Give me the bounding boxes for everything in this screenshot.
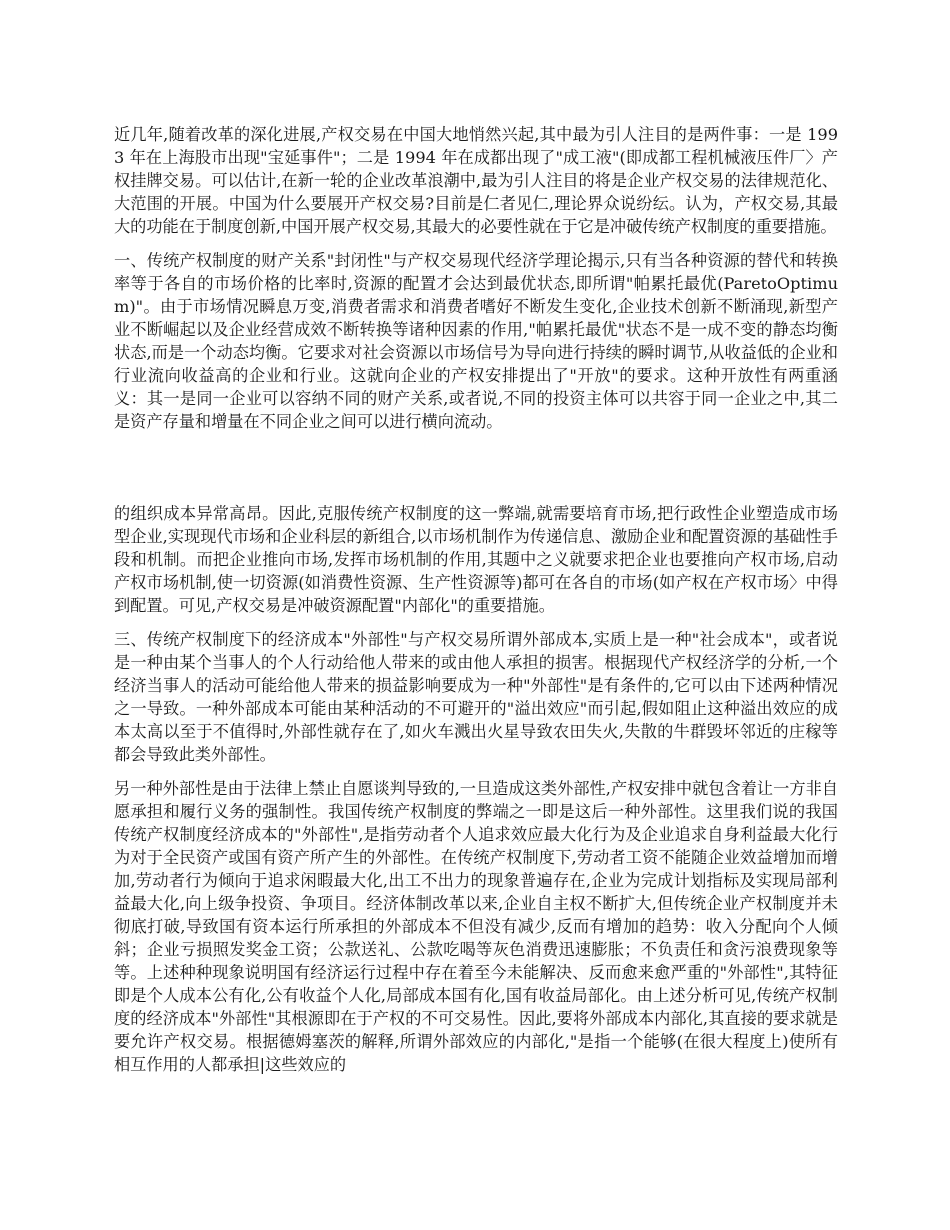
paragraph-intro: 近几年,随着改革的深化进展,产权交易在中国大地悄然兴起,其中最为引人注目的是两件事：一是 1993 年在上海股市出现"宝延事件"；二是 1994 年在成都出现了"成工液"(即成都工程机械液压件厂〉产权挂牌交易。可以估计,在新一轮的企业改革浪潮中,最为引人注目的将是企业产权交易的法律规范化、大范围的开展。中国为什么要展开产权交易?目前是仁者见仁,理论界众说纷纭。认为，产权交易,其最大的功能在于制度创新,中国开展产权交易,其最大的必要性就在于它是冲破传统产权制度的重要措施。	[114, 125, 838, 236]
page-break-gap	[114, 444, 838, 502]
paragraph-section-one: 一、传统产权制度的财产关系"封闭性"与产权交易现代经济学理论揭示,只有当各种资源的替代和转换率等于各自的市场价格的比率时,资源的配置才会达到最优状态,即所谓"帕累托最优(ParetoOptimum)"。由于市场情况瞬息万变,消费者需求和消费者嗜好不断发生变化,企业技术创新不断涌现,新型产业不断崛起以及企业经营成效不断转换等诸种因素的作用,"帕累托最优"状态不是一成不变的静态均衡状态,而是一个动态均衡。它要求对社会资源以市场信号为导向进行持续的瞬时调节,从收益低的企业和行业流向收益高的企业和行业。这就向企业的产权安排提出了"开放"的要求。这种开放性有两重涵义：其一是同一企业可以容纳不同的财产关系,或者说,不同的投资主体可以共容于同一企业之中,其二是资产存量和增量在不同企业之间可以进行横向流动。	[114, 251, 838, 431]
paragraph-continuation: 的组织成本异常高昂。因此,克服传统产权制度的这一弊端,就需要培育市场,把行政性企业塑造成市场型企业,实现现代市场和企业科层的新组合,以市场机制作为传递信息、激励企业和配置资源的基础性手段和机制。而把企业推向市场,发挥市场机制的作用,其题中之义就要求把企业也要推向产权市场,启动产权市场机制,使一切资源(如消费性资源、生产性资源等)都可在各自的市场(如产权在产权市场〉中得到配置。可见,产权交易是冲破资源配置"内部化"的重要措施。	[114, 504, 838, 615]
paragraph-section-three: 三、传统产权制度下的经济成本"外部性"与产权交易所谓外部成本,实质上是一种"社会成本"，或者说是一种由某个当事人的个人行动给他人带来的或由他人承担的损害。根据现代产权经济学的分析,一个经济当事人的活动可能给他人带来的损益影响要成为一种"外部性"是有条件的,它可以由下述两种情况之一导致。一种外部成本可能由某种活动的不可避开的"溢出效应"而引起,假如阻止这种溢出效应的成本太高以至于不值得时,外部性就存在了,如火车溅出火星导致农田失火,失散的牛群毁坏邻近的庄稼等都会导致此类外部性。	[114, 630, 838, 764]
document-body	[114, 123, 838, 1087]
paragraph-externality: 另一种外部性是由于法律上禁止自愿谈判导致的,一旦造成这类外部性,产权安排中就包含着让一方非自愿承担和履行义务的强制性。我国传统产权制度的弊端之一即是这后一种外部性。这里我们说的我国传统产权制度经济成本的"外部性",是指劳动者个人追求效应最大化行为及企业追求自身利益最大化行为对于全民资产或国有资产所产生的外部性。在传统产权制度下,劳动者工资不能随企业效益增加而增加,劳动者行为倾向于追求闲暇最大化,出工不出力的现象普遍存在,企业为完成计划指标及实现局部利益最大化,向上级争投资、争项目。经济体制改革以来,企业自主权不断扩大,但传统企业产权制度并未彻底打破,导致国有资本运行所承担的外部成本不但没有减少,反而有增加的趋势：收入分配向个人倾斜；企业亏损照发奖金工资；公款送礼、公款吃喝等灰色消费迅速膨胀；不负责任和贪污浪费现象等等。上述种种现象说明国有经济运行过程中存在着至今未能解决、反而愈来愈严重的"外部性",其特征即是个人成本公有化,公有收益个人化,局部成本国有化,国有收益局部化。由上述分析可见,传统产权制度的经济成本"外部性"其根源即在于产权的不可交易性。因此,要将外部成本内部化,其直接的要求就是要允许产权交易。根据德姆塞茨的解释,所谓外部效应的内部化,"是指一个能够(在很大程度上)使所有相互作用的人都承担|这些效应的	[114, 779, 838, 1074]
